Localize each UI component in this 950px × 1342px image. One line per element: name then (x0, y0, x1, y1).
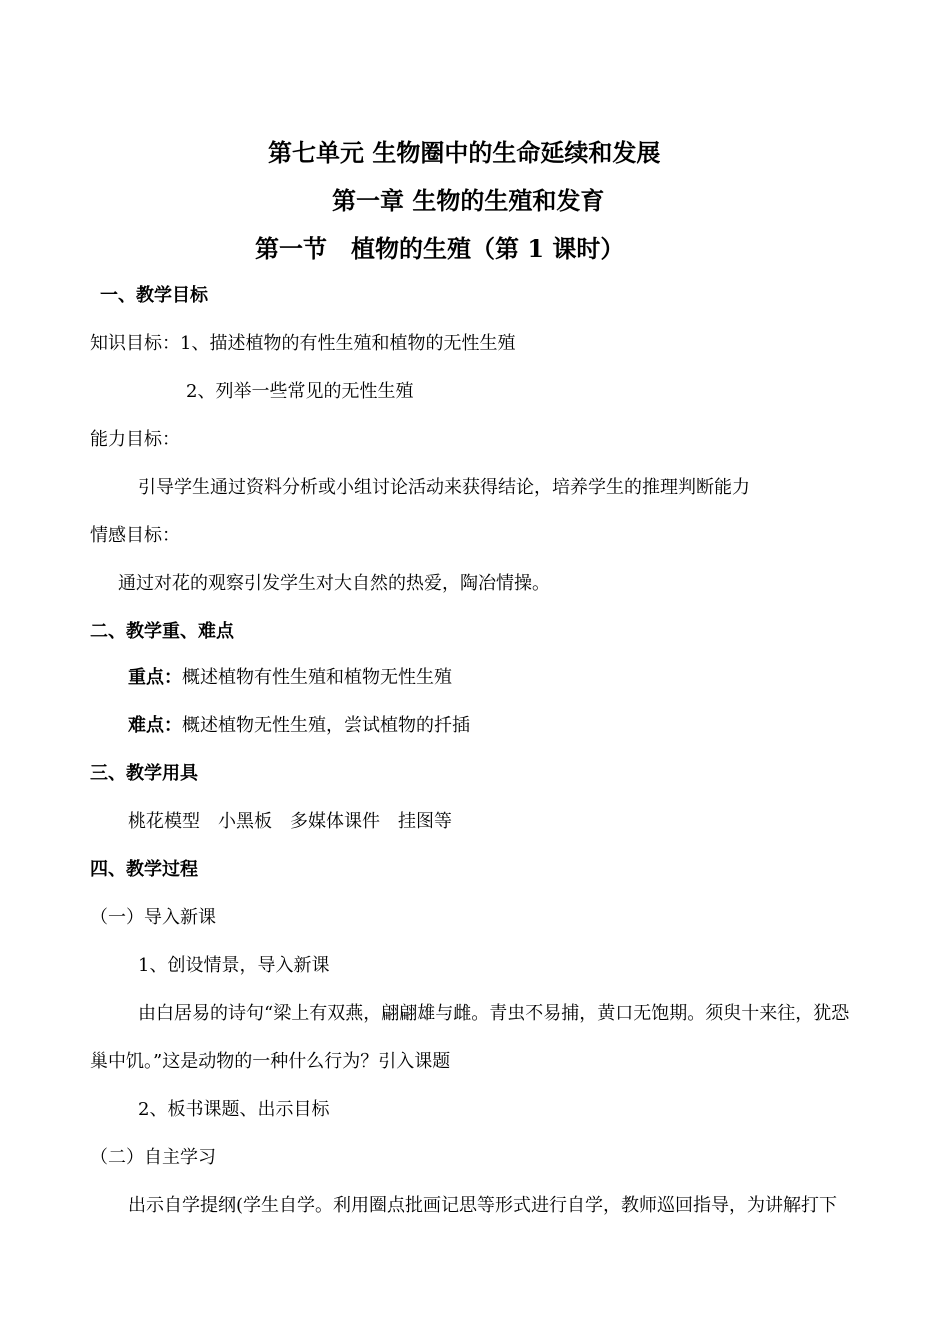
knowledge-goal-2: 2、列举一些常见的无性生殖 (186, 381, 414, 402)
heading-key-points: 二、教学重、难点 (90, 621, 234, 642)
difficult-point-text: 概述植物无性生殖，尝试植物的扦插 (182, 715, 470, 736)
key-point-text: 概述植物有性生殖和植物无性生殖 (182, 667, 452, 688)
key-point (128, 666, 452, 690)
unit-title: 第七单元 生物圈中的生命延续和发展 (268, 138, 661, 167)
self-study-paragraph: 出示自学提纲(学生自学。利用圈点批画记思等形式进行自学，教师巡回指导，为讲解打下 (128, 1195, 838, 1216)
ability-goal-label: 能力目标： (90, 429, 180, 450)
heading-teaching-process: 四、教学过程 (90, 859, 198, 880)
key-point-label: 重点： (128, 667, 182, 688)
teaching-tools-list: 桃花模型 小黑板 多媒体课件 挂图等 (128, 811, 452, 832)
part-self-study: （二）自主学习 (90, 1147, 216, 1168)
part-introduction: （一）导入新课 (90, 907, 216, 928)
section-title: 第一节 植物的生殖（第 1 课时） (255, 234, 625, 263)
emotion-goal-label: 情感目标： (90, 525, 180, 546)
step-2: 2、板书课题、出示目标 (138, 1099, 330, 1120)
step-1: 1、创设情景，导入新课 (138, 955, 330, 976)
knowledge-goal-1: 知识目标：1、描述植物的有性生殖和植物的无性生殖 (90, 333, 516, 354)
difficult-point-label: 难点： (128, 715, 182, 736)
emotion-goal-text: 通过对花的观察引发学生对大自然的热爱，陶冶情操。 (118, 573, 550, 594)
heading-objectives: 一、教学目标 (100, 285, 208, 306)
poem-paragraph-line-1: 由白居易的诗句“梁上有双燕，翩翩雄与雌。青虫不易捕，黄口无饱期。须臾十来往，犹恐 (138, 1003, 850, 1024)
difficult-point (128, 714, 470, 738)
heading-teaching-tools: 三、教学用具 (90, 763, 198, 784)
ability-goal-text: 引导学生通过资料分析或小组讨论活动来获得结论，培养学生的推理判断能力 (138, 477, 750, 498)
chapter-title: 第一章 生物的生殖和发育 (332, 186, 605, 215)
poem-paragraph-line-2: 巢中饥。”这是动物的一种什么行为？引入课题 (90, 1051, 451, 1072)
